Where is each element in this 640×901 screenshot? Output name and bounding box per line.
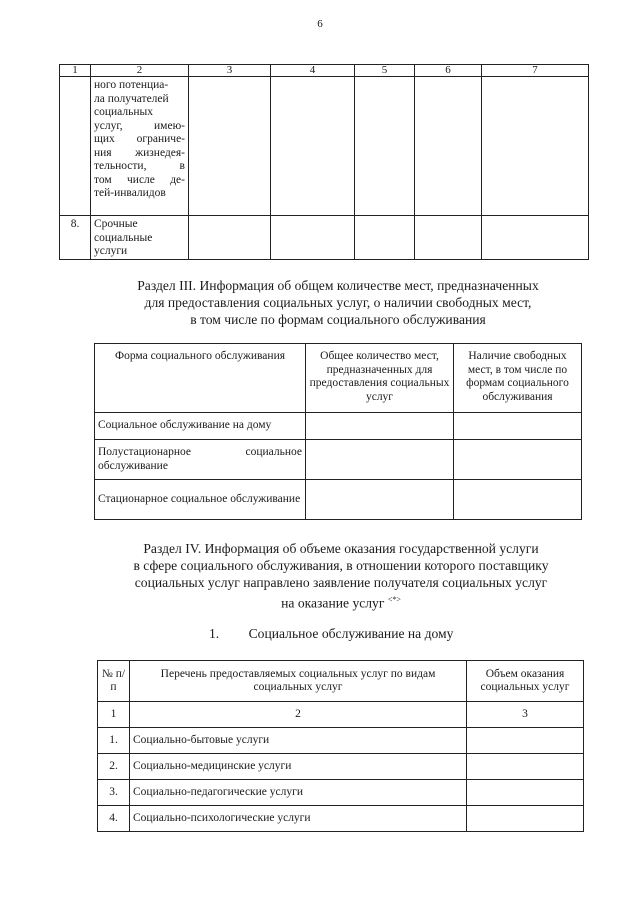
row-number: 3. bbox=[98, 780, 130, 806]
row-label: Социально-психологические услуги bbox=[130, 806, 467, 832]
row-number: 1. bbox=[98, 728, 130, 754]
section-4-title: Раздел IV. Информация об объеме оказания государственной услуги в сфере социального обслуживания, в отношении которого поставщику социальных услуг направлено заявление получателя социальных услуг на оказание услуг <*> bbox=[133, 541, 549, 611]
col-header: Форма социального обслуживания bbox=[95, 344, 306, 413]
table-row bbox=[98, 780, 584, 806]
subheading: 1. Социальное обслуживание на дому bbox=[209, 626, 454, 641]
col-header: Перечень предоставляемых социальных услуг по видам социальных услуг bbox=[130, 661, 467, 702]
table-row bbox=[98, 754, 584, 780]
table-row bbox=[60, 216, 589, 260]
table-row bbox=[98, 728, 584, 754]
col-number: 3 bbox=[189, 65, 271, 77]
row-label: Срочные социальные услуги bbox=[91, 216, 189, 260]
row-number: 8. bbox=[60, 216, 91, 260]
table-header-row bbox=[60, 65, 589, 77]
table-row bbox=[60, 77, 589, 216]
col-header: Объем оказания социальных услуг bbox=[467, 661, 584, 702]
row-number: 2. bbox=[98, 754, 130, 780]
table-row: 1 2 3 bbox=[98, 702, 584, 728]
table-row bbox=[95, 413, 582, 440]
services-table-continued bbox=[59, 64, 589, 260]
row-label: Полустационарное социальное обслуживание bbox=[95, 440, 306, 480]
continued-cell: ного потенциа- ла получателей социальных услуг, имею- щих ограниче- ния жизнедея- тельности, в том числе де- тей-инвалидов bbox=[91, 77, 189, 216]
row-label: Социально-педагогические услуги bbox=[130, 780, 467, 806]
row-label: Стационарное социальное обслуживание bbox=[95, 480, 306, 520]
col-number: 1 bbox=[60, 65, 91, 77]
row-label: Социальное обслуживание на дому bbox=[95, 413, 306, 440]
table-row bbox=[98, 806, 584, 832]
services-volume-table bbox=[97, 660, 584, 832]
table-header-row bbox=[95, 344, 582, 413]
col-number: 6 bbox=[415, 65, 482, 77]
col-number: 4 bbox=[271, 65, 355, 77]
table-row bbox=[95, 480, 582, 520]
table-header-row bbox=[98, 661, 584, 702]
row-number: 4. bbox=[98, 806, 130, 832]
col-number: 2 bbox=[91, 65, 189, 77]
footnote-mark: <*> bbox=[387, 595, 401, 604]
col-number: 5 bbox=[355, 65, 415, 77]
table-row bbox=[95, 440, 582, 480]
section-3-title: Раздел III. Информация об общем количестве мест, предназначенных для предоставления социальных услуг, о наличии свободных мест, в том числе по формам социального обслуживания bbox=[137, 278, 539, 327]
col-header: Общее количество мест, предназначенных для предоставления социальных услуг bbox=[306, 344, 454, 413]
row-label: Социально-бытовые услуги bbox=[130, 728, 467, 754]
col-header: № п/п bbox=[98, 661, 130, 702]
page-number: 6 bbox=[317, 18, 323, 30]
col-number: 7 bbox=[482, 65, 589, 77]
col-header: Наличие свободных мест, в том числе по формам социального обслуживания bbox=[454, 344, 582, 413]
places-table bbox=[94, 343, 582, 520]
row-label: Социально-медицинские услуги bbox=[130, 754, 467, 780]
